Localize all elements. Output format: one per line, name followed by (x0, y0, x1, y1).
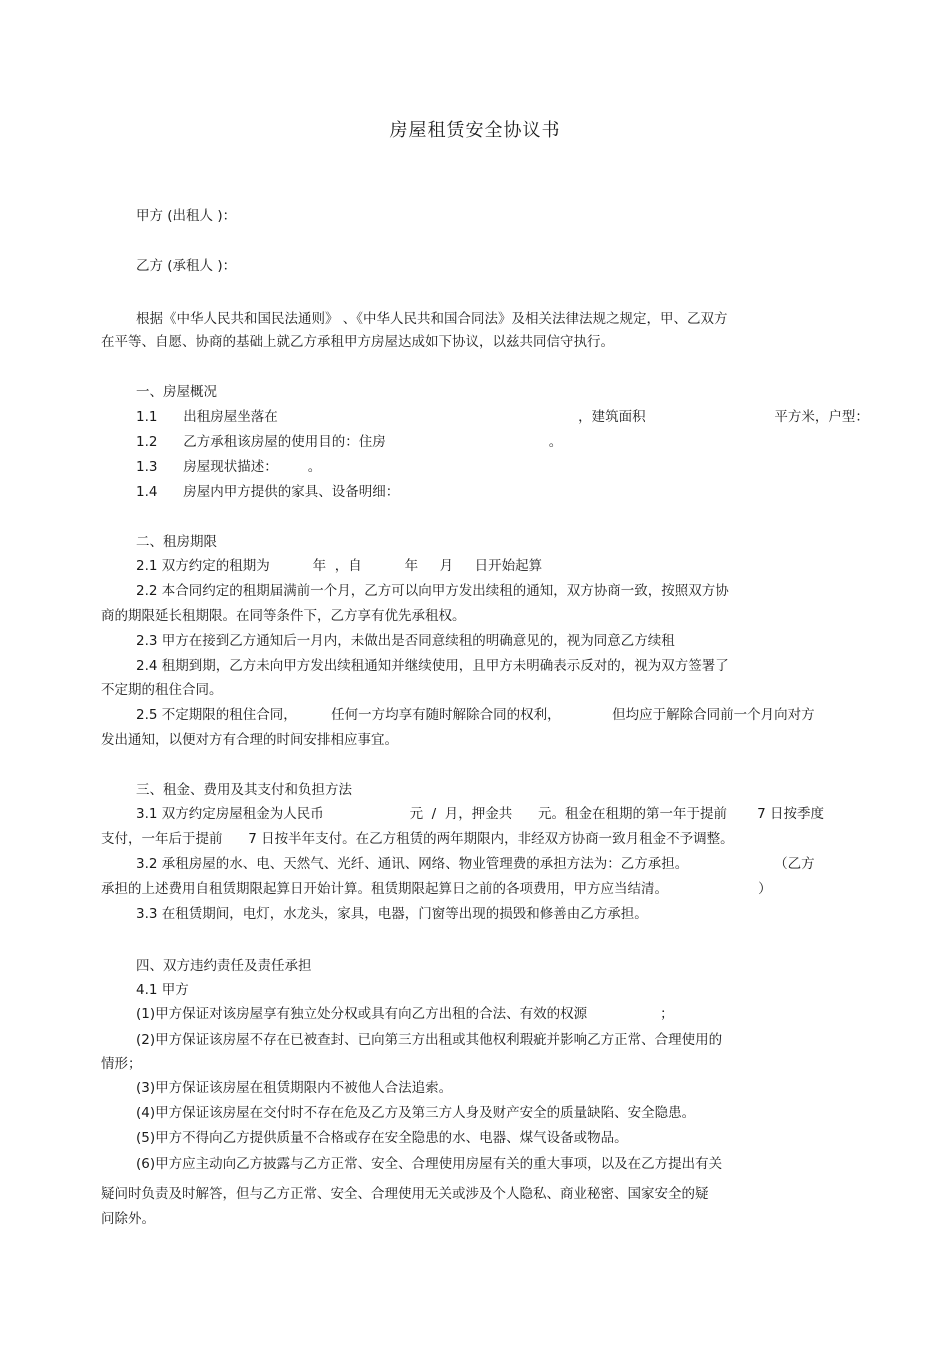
text-line: (4)甲方保证该房屋在交付时不存在危及乙方及第三方人身及财产安全的质量缺陷、安全隐患。 (136, 1105, 696, 1121)
text-line: 支付，一年后于提前 7 日按半年支付。在乙方租赁的两年期限内，非经双方协商一致月租金不予调整。 (101, 831, 734, 847)
text-line: (5)甲方不得向乙方提供质量不合格或存在安全隐患的水、电器、煤气设备或物品。 (136, 1130, 628, 1146)
text-line: (1)甲方保证对该房屋享有独立处分权或具有向乙方出租的合法、有效的权源 ； (136, 1006, 674, 1022)
text-line: 乙方 (承租人 )： (136, 258, 237, 274)
text-line: 2.5 不定期限的租住合同， 任何一方均享有随时解除合同的权利， 但均应于解除合同前一个月向对方 (136, 707, 815, 723)
text-line: 二、租房期限 (136, 534, 217, 550)
text-line: 疑问时负责及时解答，但与乙方正常、安全、合理使用无关或涉及个人隐私、商业秘密、国家安全的疑 (101, 1186, 709, 1202)
text-line: 发出通知，以便对方有合理的时间安排相应事宜。 (101, 732, 398, 748)
text-line: 甲方 (出租人 )： (136, 208, 237, 224)
text-line: 3.1 双方约定房屋租金为人民币 元 / 月，押金共 元。租金在租期的第一年于提前 7 日按季度 (136, 806, 824, 822)
text-line: 1.1 出租房屋坐落在 ，建筑面积 平方米，户型： (136, 409, 869, 425)
text-line: 3.3 在租赁期间，电灯，水龙头，家具，电器，门窗等出现的损毁和修善由乙方承担。 (136, 906, 648, 922)
text-line: 一、房屋概况 (136, 384, 217, 400)
text-line: 在平等、自愿、协商的基础上就乙方承租甲方房屋达成如下协议，以兹共同信守执行。 (101, 334, 614, 350)
text-line: 承担的上述费用自租赁期限起算日开始计算。租赁期限起算日之前的各项费用，甲方应当结清。 ） (101, 881, 772, 897)
text-line: 三、租金、费用及其支付和负担方法 (136, 782, 352, 798)
text-line: (3)甲方保证该房屋在租赁期限内不被他人合法追索。 (136, 1080, 453, 1096)
text-line: 不定期的租住合同。 (101, 682, 223, 698)
text-line: 2.2 本合同约定的租期届满前一个月，乙方可以向甲方发出续租的通知，双方协商一致，按照双方协 (136, 583, 729, 599)
text-line: 1.4 房屋内甲方提供的家具、设备明细： (136, 484, 400, 500)
text-line: 情形； (101, 1056, 142, 1072)
text-line: 1.2 乙方承租该房屋的使用目的：住房 。 (136, 434, 563, 450)
text-line: 2.1 双方约定的租期为 年 ，自 年 月 日开始起算 (136, 558, 543, 574)
document-title: 房屋租赁安全协议书 (389, 120, 561, 141)
text-line: 四、双方违约责任及责任承担 (136, 958, 312, 974)
text-line: (2)甲方保证该房屋不存在已被查封、已向第三方出租或其他权利瑕疵并影响乙方正常、合理使用的 (136, 1032, 723, 1048)
text-line: 2.3 甲方在接到乙方通知后一月内，未做出是否同意续租的明确意见的，视为同意乙方续租 (136, 633, 675, 649)
text-line: 问除外。 (101, 1211, 155, 1227)
text-line: 1.3 房屋现状描述： 。 (136, 459, 322, 475)
text-line: 4.1 甲方 (136, 982, 189, 998)
text-line: 3.2 承租房屋的水、电、天然气、光纤、通讯、网络、物业管理费的承担方法为：乙方承担。 （乙方 (136, 856, 815, 872)
text-line: (6)甲方应主动向乙方披露与乙方正常、安全、合理使用房屋有关的重大事项，以及在乙方提出有关 (136, 1156, 723, 1172)
text-line: 商的期限延长租期限。在同等条件下，乙方享有优先承租权。 (101, 608, 466, 624)
text-line: 根据《中华人民共和国民法通则》 、《中华人民共和国合同法》及相关法律法规之规定，甲、乙双方 (136, 311, 728, 327)
text-line: 2.4 租期到期，乙方未向甲方发出续租通知并继续使用，且甲方未明确表示反对的，视为双方签署了 (136, 658, 729, 674)
